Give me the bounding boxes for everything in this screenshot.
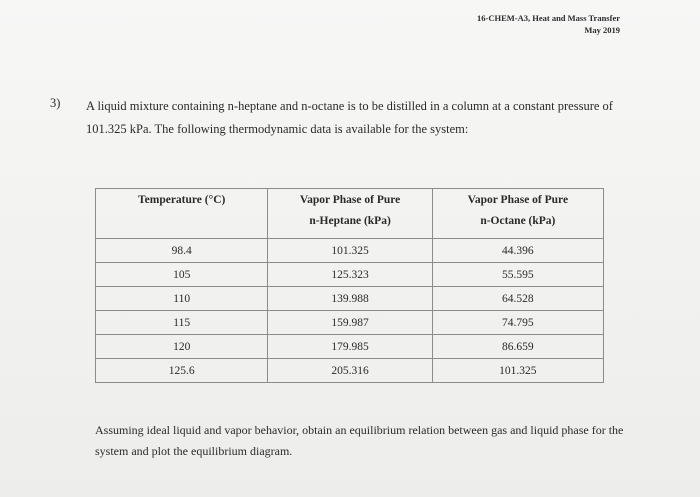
header-cell-line: n-Heptane (kPa) xyxy=(309,215,391,227)
question-text: A liquid mixture containing n-heptane and n-octane is to be distilled in a column at a constant pressure of 101.325 kPa. The following thermodynamic data is available for the system: xyxy=(86,99,613,136)
table-row xyxy=(96,239,604,263)
instruction-text: Assuming ideal liquid and vapor behavior, obtain an equilibrium relation between gas and liquid phase for the system and plot the equilibrium diagram. xyxy=(95,423,624,458)
question-number: 3) xyxy=(50,96,61,110)
heptane-pressure-cell: 125.323 xyxy=(268,263,432,287)
octane-pressure-cell: 44.396 xyxy=(432,239,603,263)
temperature-cell: 105 xyxy=(96,263,268,287)
thermodynamic-data-table xyxy=(95,188,604,383)
temperature-cell: 120 xyxy=(96,335,268,359)
header-cell-line: n-Octane (kPa) xyxy=(480,215,556,227)
temperature-cell: 98.4 xyxy=(96,239,268,263)
header-cell-line: Temperature (°C) xyxy=(138,194,226,206)
octane-pressure-cell: 86.659 xyxy=(432,335,603,359)
header-cell-line: Vapor Phase of Pure xyxy=(299,194,401,206)
header-temperature xyxy=(96,189,268,239)
table-row xyxy=(96,311,604,335)
octane-pressure-cell: 74.795 xyxy=(432,311,603,335)
temperature-cell: 125.6 xyxy=(96,359,268,383)
heptane-pressure-cell: 101.325 xyxy=(268,239,432,263)
header-heptane xyxy=(268,189,432,239)
temperature-cell: 110 xyxy=(96,287,268,311)
heptane-pressure-cell: 205.316 xyxy=(268,359,432,383)
table-row xyxy=(96,335,604,359)
octane-pressure-cell: 101.325 xyxy=(432,359,603,383)
heptane-pressure-cell: 139.988 xyxy=(268,287,432,311)
page-header xyxy=(477,12,620,36)
table-row xyxy=(96,287,604,311)
table-header-row xyxy=(96,189,604,239)
heptane-pressure-cell: 159.987 xyxy=(268,311,432,335)
table-row xyxy=(96,359,604,383)
octane-pressure-cell: 55.595 xyxy=(432,263,603,287)
header-date: May 2019 xyxy=(584,25,620,35)
header-course: 16-CHEM-A3, Heat and Mass Transfer xyxy=(477,13,620,23)
heptane-pressure-cell: 179.985 xyxy=(268,335,432,359)
table-row xyxy=(96,263,604,287)
header-cell-line: Vapor Phase of Pure xyxy=(467,194,569,206)
header-octane xyxy=(432,189,603,239)
temperature-cell: 115 xyxy=(96,311,268,335)
octane-pressure-cell: 64.528 xyxy=(432,287,603,311)
